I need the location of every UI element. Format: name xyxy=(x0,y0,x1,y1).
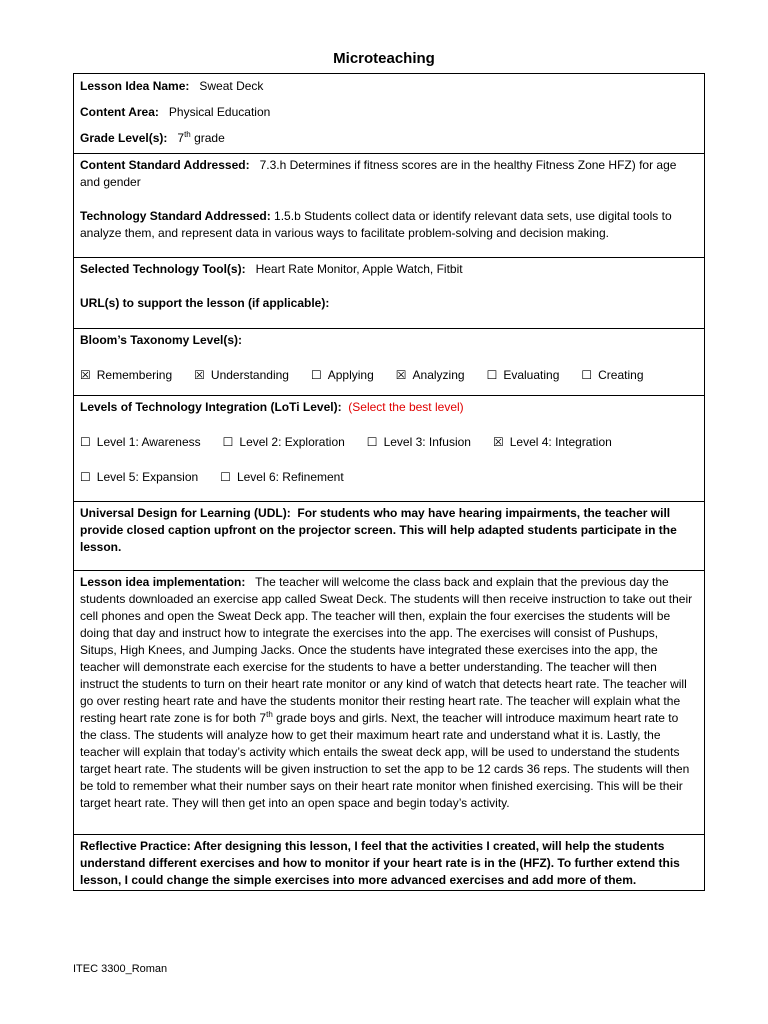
reflective-label: Reflective Practice: xyxy=(80,839,191,853)
checkbox-icon: ☒ xyxy=(492,435,504,449)
loti-options-row1 xyxy=(80,434,698,451)
tech-standard-value: 1.5.b Students collect data or identify relevant data sets, use digital tools to analyze them, and represent data in various ways to facilitate problem-solving and decision making. xyxy=(80,209,672,240)
checkbox-icon: ☒ xyxy=(80,368,91,382)
checkbox-icon: ☐ xyxy=(581,368,593,382)
udl-section xyxy=(74,502,704,571)
tech-standard-label: Technology Standard Addressed: xyxy=(80,209,271,223)
grade-value: 7th grade xyxy=(177,130,225,145)
blooms-remembering[interactable]: ☒ Remembering xyxy=(80,368,173,382)
idea-name-label: Lesson Idea Name: xyxy=(80,79,190,93)
content-standard-value: 7.3.h Determines if fitness scores are in the healthy Fitness Zone HFZ) for age and gender xyxy=(80,158,677,189)
content-area-value: Physical Education xyxy=(168,105,271,119)
implementation-value: The teacher will welcome the class back and explain that the previous day the students downloaded an exercise app called Sweat Deck. The students will then receive instruction to take out their cell phones and open the Sweat Deck app. The teacher will then, explain the four exercises the students will be doing that day and instruct how to integrate the exercises into the app. The exercises will consist of Pushups, Situps, High Knees, and Jumping Jacks. Once the students have integrated these exercises into the app, the teacher will demonstrate each exercise for the students to have a better understanding. The teacher will then instruct the students to turn on their heart rate monitor or any kind of watch that detects heart rate. The teacher will go over resting heart rate and have the students monitor their resting heart rate. The teacher will explain what the resting heart rate zone is for both 7th grade boys and girls. Next, the teacher will introduce maximum heart rate to the class. The students will analyze how to get their maximum heart rate and understand what it is. Lastly, the teacher will explain that today’s activity which entails the sweat deck app, will be used to understand the students target heart rate. The students will be given instruction to set the app to be 12 cards 36 reps. The students will then be told to remember what their number says on their heart rate monitor when finished exercising. This will be their target heart rate. They will then get into an open space and begin today’s activity. xyxy=(80,575,693,810)
checkbox-icon: ☐ xyxy=(222,435,234,449)
standards-section xyxy=(74,154,704,258)
blooms-evaluating[interactable]: ☐ Evaluating xyxy=(486,368,560,382)
checkbox-icon: ☐ xyxy=(310,368,322,382)
blooms-applying[interactable]: ☐ Applying xyxy=(310,368,374,382)
checkbox-icon: ☒ xyxy=(194,368,205,382)
tools-section xyxy=(74,258,704,329)
content-area-label: Content Area: xyxy=(80,105,159,119)
footer-text: ITEC 3300_Roman xyxy=(73,963,168,975)
reflective-value: After designing this lesson, I feel that the activities I created, will help the students understand different exercises and how to monitor if your heart rate is in the (HFZ). To further extend this lesson, I could change the simple exercises into more advanced exercises and add more of them. xyxy=(80,839,680,887)
grade-label: Grade Level(s): xyxy=(80,131,168,145)
lesson-table xyxy=(73,73,705,891)
reflective-section xyxy=(74,835,704,890)
udl-label: Universal Design for Learning (UDL): xyxy=(80,506,291,520)
loti-label: Levels of Technology Integration (LoTi Level): xyxy=(80,400,342,414)
loti-hint: (Select the best level) xyxy=(348,400,464,414)
checkbox-icon: ☐ xyxy=(366,435,378,449)
loti-level-4[interactable]: ☒ Level 4: Integration xyxy=(492,435,612,449)
implementation-section xyxy=(74,571,704,835)
blooms-analyzing[interactable]: ☒ Analyzing xyxy=(395,368,465,382)
checkbox-icon: ☐ xyxy=(80,435,91,449)
content-standard-label: Content Standard Addressed: xyxy=(80,158,250,172)
url-label: URL(s) to support the lesson (if applicable): xyxy=(80,296,330,310)
tools-label: Selected Technology Tool(s): xyxy=(80,262,246,276)
checkbox-icon: ☐ xyxy=(80,470,91,484)
loti-level-3[interactable]: ☐ Level 3: Infusion xyxy=(366,435,471,449)
lesson-info-section xyxy=(74,74,704,154)
blooms-understanding[interactable]: ☒ Understanding xyxy=(194,368,289,382)
udl-value: For students who may have hearing impairments, the teacher will provide closed caption upfront on the projector screen. This will help adapted students participate in the lesson. xyxy=(80,506,677,554)
blooms-section xyxy=(74,329,704,396)
blooms-label: Bloom’s Taxonomy Level(s): xyxy=(80,333,243,347)
implementation-label: Lesson idea implementation: xyxy=(80,575,246,589)
page-title: Microteaching xyxy=(333,50,435,67)
blooms-creating[interactable]: ☐ Creating xyxy=(581,368,644,382)
loti-section xyxy=(74,396,704,502)
blooms-options xyxy=(80,367,698,384)
loti-level-2[interactable]: ☐ Level 2: Exploration xyxy=(222,435,345,449)
checkbox-icon: ☐ xyxy=(220,470,231,484)
idea-name-value: Sweat Deck xyxy=(199,79,264,93)
tools-value: Heart Rate Monitor, Apple Watch, Fitbit xyxy=(255,262,463,276)
loti-level-6[interactable]: ☐ Level 6: Refinement xyxy=(220,470,344,484)
loti-options-row2 xyxy=(80,469,698,486)
loti-level-1[interactable]: ☐ Level 1: Awareness xyxy=(80,435,201,449)
loti-level-5[interactable]: ☐ Level 5: Expansion xyxy=(80,470,199,484)
checkbox-icon: ☒ xyxy=(395,368,407,382)
checkbox-icon: ☐ xyxy=(486,368,498,382)
